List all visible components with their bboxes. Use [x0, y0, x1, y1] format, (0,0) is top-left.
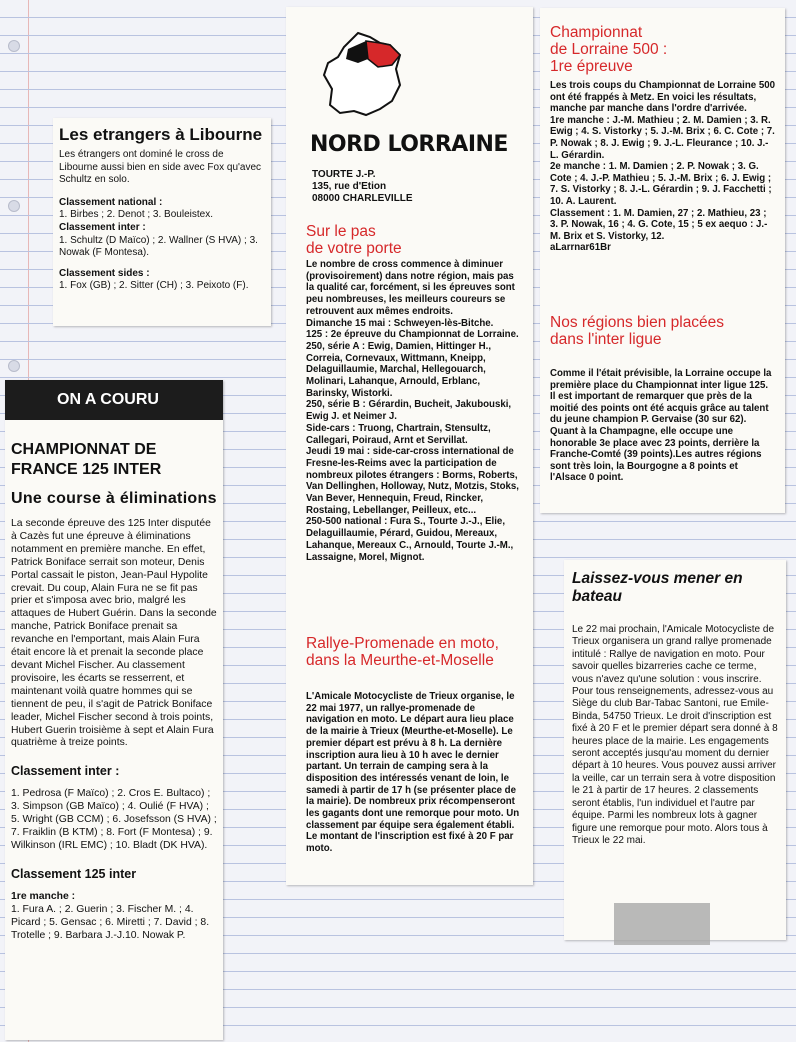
inter-results: 1. Schultz (D Maïco) ; 2. Wallner (S HVA) ; 3. Nowak (F Montesa).: [59, 234, 258, 259]
headline: Laissez-vous mener en bateau: [572, 570, 743, 605]
headline-line2: de Lorraine 500 :: [550, 41, 668, 58]
headline: Les etrangers à Libourne: [59, 125, 263, 144]
masthead: NORD LORRAINE: [310, 132, 508, 157]
article-body: Le 22 mai prochain, l'Amicale Motocycliste de Trieux organisera un grand rallye promenade intitulé : Rallye de navigation en moto. Pour savoir quelles bizarreries cache ce terme, vous n'avez qu'une solution : vous inscrire. Pour tous renseignements, adressez-vous au Siège du club Bar-Tabac Santoni, rue Emile-Binda, 54750 Trieux. Le droit d'inscription est fixé à 20 F et le premier départ sera donné à 8 heures place de la mairie. Les engagements seront acceptés jusqu'au moment du dernier départ à 10 heures. Vous pouvez aussi arriver la veille, car un terrain sera à votre disposition le 21 à partir de 17 heures. 2 classements seront établis, l'un individuel et l'autre par équipe. Parmi les nombreux lots à gagner figure une remorque pour moto. Alors tous à Trieux le 22 mai.: [572, 624, 778, 846]
clipping-bateau: [564, 560, 786, 940]
article-body: Le nombre de cross commence à diminuer (provisoirement) dans notre région, mais pas la qualité car, forcément, si les épreuves sont peu nombreuses, les meilleurs coureurs se retrouvent aux mêmes endroits. Dimanche 15 mai : Schweyen-lès-Bitche. 125 : 2e épreuve du Championnat de Lorraine. 250, série A : Ewig, Damien, Hittinger H., Correia, Cornevaux, Wittmann, Kneipp, Delaguillaumie, Marchal, Hellegouarch, Molinari, Lahanque, Arnould, Erblanc, Barinsky, Wistorki. 250, série B : Gérardin, Bucheit, Jakubouski, Ewig J. et Neimer J. Side-cars : Truong, Chartrain, Stensultz, Callegari, Poiraud, Arnt et Servillat. Jeudi 19 mai : side-car-cross international de Fresne-les-Reims avec la participation de nombreux pilotes étrangers : Borms, Roberts, Van Dellinghen, Holloway, Nutz, Motzis, Stoks, Van Bever, Hennequin, Freud, Rincker, Rostaing, Lebellanger, Peilleux, etc... 250-500 national : Fura S., Tourte J.-J., Elie, Delaguillaumie, Pérard, Guidou, Mereaux, Lahanque, Mereaux C., Arnould, Tourte J.-M., Lassaigne, Morel, Mignot.: [306, 259, 519, 563]
article-body: La seconde épreuve des 125 Inter disputée à Cazès fut une épreuve à éliminations notamment en première manche. En effet, Patrick Boniface serrait son moteur, Denis Portal cassait le piston, Jean-Paul Hypolite crevait. Du coup, Alain Fura ne se fit pas prier et s'imposa avec brio, malgré les attaques de Hubert Guérin. Dans la seconde manche, Patrick Boniface prenait sa revanche en l'emportant, mais Alain Fura était encore là et prenait la seconde place devant Michel Fischer. Au classement provisoire, les écarts se resserrent, et maintenant voilà quatre hommes qui se tiennent de peu, il s'agit de Patrick Boniface leader, Michel Fischer second à trois points, Hubert Guerin troisième à sept et Alain Fura quatrième à treize points.: [11, 518, 217, 749]
rallye-headline: Rallye-Promenade en moto, dans la Meurthe-et-Moselle: [306, 635, 499, 669]
sides-heading: Classement sides :: [59, 267, 150, 279]
headline: [550, 24, 667, 75]
article-body: Les trois coups du Championnat de Lorraine 500 ont été frappés à Metz. En voici les résultats, manche par manche dans l'ordre d'arrivée. 1re manche : J.-M. Mathieu ; 2. M. Damien ; 3. R. Ewig ; 4. S. Vistorky ; 5. J.-M. Brix ; 6. C. Cote ; 7. P. Nowak ; 8. J. Ewig ; 9. J.-L. Fleurance ; 10. J.-L. Gérardin. 2e manche : 1. M. Damien ; 2. P. Nowak ; 3. G. Cote ; 4. J.-P. Mathieu ; 5. J.-M. Brix ; 6. J. Ewig ; 7. S. Vistorky ; 8. J.-L. Gérardin ; 9. J. Facchetti ; 10. A. Laurent. Classement : 1. M. Damien, 27 ; 2. Mathieu, 23 ; 3. P. Nowak, 16 ; 4. G. Cote, 15 ; 5 ex aequo : J.-M. Brix et S. Vistorky, 12. aLarrnar61Br: [550, 80, 776, 254]
headline-line1: Sur le pas: [306, 223, 376, 240]
manche-heading: 1re manche :: [11, 890, 76, 902]
c125-heading: Classement 125 inter: [11, 866, 137, 881]
subheadline: Une course à éliminations: [11, 490, 217, 507]
inter-results: 1. Pedrosa (F Maïco) ; 2. Cros E. Bultaco) ; 3. Simpson (GB Maïco) ; 4. Oulié (F HVA) ; 5. Wright (GB CCM) ; 6. Josefsson (S HVA) ; 7. Fraiklin (B KTM) ; 8. Fort (F Montesa) ; 9. Wilkinson (IRL EMC) ; 10. Bladt (DK HVA).: [11, 788, 217, 851]
national-results: 1. Birbes ; 2. Denot ; 3. Bouleistex.: [59, 209, 213, 221]
section-banner: ON A COURU: [5, 380, 223, 420]
headline-line3: 1re épreuve: [550, 58, 633, 75]
rallye-body: L'Amicale Motocycliste de Trieux organise, le 22 mai 1977, un rallye-promenade de navigation en moto. Le départ aura lieu place de la mairie à Trieux (Meurthe-et-Moselle). Le premier départ est prévu à 8 h. La dernière inscription aura lieu à 10 h avec le dernier partant. Un terrain de camping sera à la disposition des intéressés venant de loin, le samedi à partir de 17 h (se présenter place de la mairie). De nombreux prix récompenseront les gagants dont une remorque pour moto. Un classement par équipe sera également établi. Le montant de l'inscription est fixé à 20 F par moto.: [306, 691, 520, 855]
clipping-championnat-125: [5, 380, 223, 1040]
addr-name: TOURTE J.-P.: [312, 169, 376, 180]
inter-heading: Classement inter :: [59, 221, 146, 233]
manche-results: 1. Fura A. ; 2. Guerin ; 3. Fischer M. ; 4. Picard ; 5. Gensac ; 6. Miretti ; 7. David ; 8. Trotelle ; 9. Barbara J.-J.10. Nowak P.: [11, 903, 210, 941]
headline-line2: de votre porte: [306, 240, 402, 257]
national-heading: Classement national :: [59, 196, 163, 208]
headline-line1: Championnat: [550, 24, 643, 41]
address: [312, 169, 413, 205]
addr-city: 08000 CHARLEVILLE: [312, 193, 413, 204]
headline: CHAMPIONNAT DE FRANCE 125 INTER: [11, 441, 162, 478]
intro-text: Les étrangers ont dominé le cross de Libourne aussi bien en side avec Fox qu'avec Schultz en solo.: [59, 149, 262, 186]
clipping-lorraine-500: [540, 8, 785, 513]
clipping-etrangers-libourne: [53, 118, 271, 326]
clipping-nord-lorraine: [286, 7, 533, 885]
france-map-icon: [318, 29, 408, 121]
inter-heading: Classement inter :: [11, 764, 120, 779]
tape-mark: [614, 903, 710, 945]
addr-street: 135, rue d'Etion: [312, 181, 387, 192]
regions-headline: Nos régions bien placées dans l'inter ligue: [550, 314, 725, 348]
regions-body: Comme il l'était prévisible, la Lorraine occupe la première place du Championnat inter ligue 125. Il est important de remarquer que près de la moitié des points ont été acquis grâce au talent du jeune champion P. Gervaise (30 sur 62). Quant à la Champagne, elle occupe une honorable 3e place avec 23 points, derrière la Franche-Comté (39 points).Les autres régions sont très loin, la Bourgogne a 8 points et l'Alsace 0 point.: [550, 368, 772, 484]
headline: [306, 223, 402, 257]
sides-results: 1. Fox (GB) ; 2. Sitter (CH) ; 3. Peixoto (F).: [59, 280, 249, 292]
